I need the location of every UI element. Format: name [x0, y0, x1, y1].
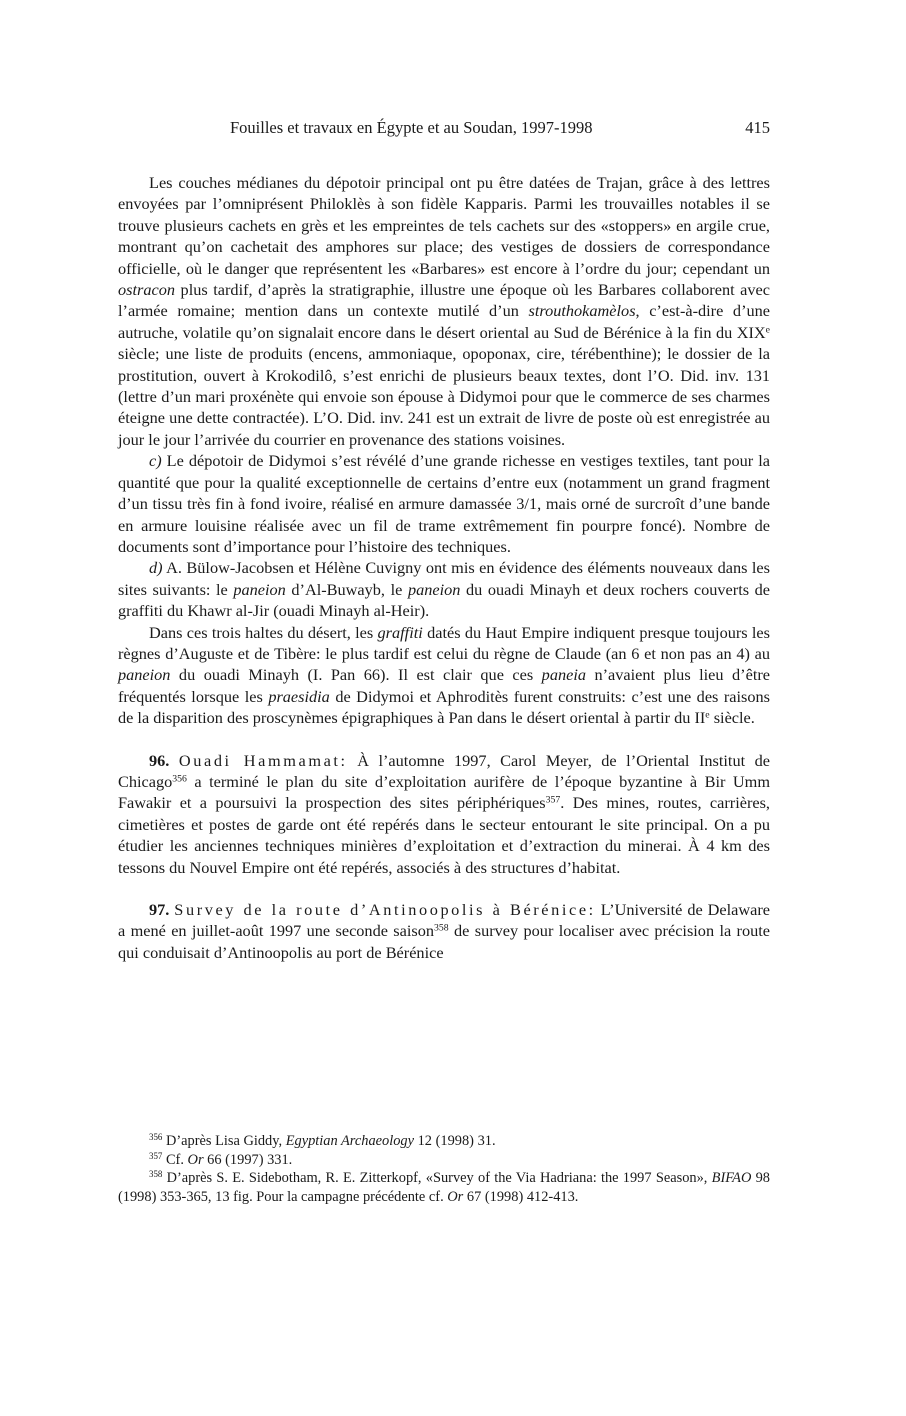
text-run: n’avaient plus lieu d’être fréquentés lorsque les	[118, 665, 770, 706]
text-run: À l’automne 1997, Carol Meyer, de l’Oriental Institut de Chicago	[118, 750, 770, 791]
paragraph-graffiti	[118, 622, 770, 729]
text-run: siècle.	[709, 708, 755, 728]
text-run: Dans ces trois haltes du désert, les	[149, 622, 378, 642]
text-run: 67 (1998) 412-413.	[463, 1188, 579, 1205]
page-number: 415	[745, 118, 770, 137]
paragraph-textiles	[118, 450, 770, 557]
section-number: 97.	[149, 900, 170, 919]
superscript: 358	[434, 923, 449, 935]
text-run: d’Al-Buwayb, le	[285, 579, 408, 599]
text-run: 66 (1997) 331.	[203, 1151, 293, 1168]
italic-term: d)	[149, 558, 163, 578]
superscript: 358	[149, 1169, 163, 1180]
section-title: Survey de la route d’Antinoopolis à Bérénice:	[174, 900, 596, 919]
footnote-356	[118, 1132, 770, 1151]
text-run: 12 (1998) 31.	[414, 1133, 496, 1149]
italic-term: c)	[149, 451, 162, 471]
italic-term: Or	[447, 1188, 464, 1205]
italic-term: Egyptian Archaeology	[285, 1133, 415, 1149]
italic-term: paneia	[541, 665, 586, 685]
superscript: 357	[149, 1150, 163, 1161]
text-run	[169, 751, 179, 770]
text-run: Les couches médianes du dépotoir principal ont pu être datées de Trajan, grâce à des lettres envoyées par l’omniprésent Philoklès à son fidèle Kapparis. Parmi les trouvailles notables il se trouve plusieurs cachets en grès et les empreintes de tels cachets sur des «stoppers» en argile crue, montrant qu’on cachetait des amphores sur place; des vestiges de dossiers de correspondance officielle, où le danger que représentent les «Barbares» est encore à l’ordre du jour; cependant un	[118, 173, 770, 278]
italic-term: graffiti	[377, 622, 423, 642]
footnote-358	[118, 1169, 770, 1206]
superscript: e	[765, 324, 770, 336]
text-run: datés du Haut Empire indiquent presque toujours les règnes d’Auguste et de Tibère: le plus tardif est celui du règne de Claude (an 6 et non pas an 4) au	[118, 622, 770, 663]
superscript: 356	[172, 773, 187, 785]
text-run: D’après Lisa Giddy,	[162, 1133, 286, 1149]
section-title: Ouadi Hammamat:	[178, 750, 348, 770]
italic-term: paneion	[233, 579, 286, 599]
text-run: A. Bülow-Jacobsen et Hélène Cuvigny ont mis en évidence des éléments nouveaux dans les sites suivants: le	[118, 558, 770, 599]
italic-term: Or	[187, 1151, 204, 1168]
footnotes	[118, 1132, 770, 1206]
main-text	[118, 172, 770, 963]
italic-term: strouthokamèlos	[528, 301, 636, 321]
text-run: L’Université de Delaware a mené en juillet-août 1997 une seconde saison	[118, 900, 771, 941]
italic-term: paneion	[407, 579, 461, 599]
superscript: e	[705, 709, 710, 721]
italic-term: praesidia	[268, 686, 330, 706]
section-number: 96.	[149, 750, 170, 770]
italic-term: ostracon	[118, 280, 175, 300]
text-run: . Des mines, routes, carrières, cimetières et postes de garde ont été repérés dans le secteur entourant le site principal. On a pu étudier les anciennes techniques minières d’exploitation et d’extraction du minerai. À 4 km des tessons du Nouvel Empire ont été repérés, associés à des structures d’habitat.	[118, 793, 770, 877]
italic-term: BIFAO	[711, 1170, 752, 1187]
footnote-357	[118, 1151, 770, 1170]
superscript: 356	[149, 1132, 163, 1143]
text-run: plus tardif, d’après la stratigraphie, illustre une époque où les Barbares collaborent avec l’armée romaine; mention dans un contexte mutilé d’un	[118, 280, 770, 321]
text-run: a terminé le plan du site d’exploitation aurifère de l’époque byzantine à Bir Umm Fawakir et a poursuivi la prospection des sites périphériques	[118, 771, 770, 813]
superscript: 357	[545, 795, 561, 806]
text-run: Le dépotoir de Didymoi s’est révélé d’une grande richesse en vestiges textiles, tant pour la quantité que pour la qualité exceptionnelle de certains d’entre eux (notamment un grand fragment d’un tissu très fin à fond ivoire, réalisé en armure damassée 3/1, mais orné de surcroît d’une bande en armure louisine réalisée avec un fil de trame extrêmement fin pourpre foncé). Nombre de documents sont d’importance pour l’histoire des techniques.	[118, 451, 770, 556]
text-run: de survey pour localiser avec précision la route qui conduisait d’Antinoopolis au port de Bérénice	[118, 921, 771, 962]
section-96-ouadi-hammamat	[118, 750, 770, 878]
text-run: 98 (1998) 353-365, 13 fig. Pour la campagne précédente cf.	[118, 1170, 771, 1205]
text-run: de Didymoi et Aphroditès furent construits: c’est une des raisons de la disparition des proscynèmes épigraphiques à Pan dans le désert oriental à partir du II	[118, 686, 771, 728]
paragraph-didymoi-dump	[118, 172, 770, 450]
paragraph-paneia-sites	[118, 557, 770, 621]
running-title: Fouilles et travaux en Égypte et au Soudan, 1997-1998	[230, 118, 593, 137]
italic-term: paneion	[118, 665, 171, 685]
text-run: Cf.	[162, 1151, 188, 1168]
text-run: D’après S. E. Sidebotham, R. E. Zitterkopf, «Survey of the Via Hadriana: the 1997 Season»,	[162, 1170, 712, 1187]
section-97-survey-antinoopolis	[118, 899, 770, 963]
text-run: du ouadi Minayh et deux rochers couverts de graffiti du Khawr al-Jir (ouadi Minayh al-Heir).	[118, 579, 771, 621]
text-run: du ouadi Minayh (I. Pan 66). Il est clair que ces	[170, 665, 542, 685]
text-run: siècle; une liste de produits (encens, ammoniaque, opoponax, cire, térébenthine); le dossier de la prostitution, ouvert à Krokodilô, s’est enrichi de plusieurs beaux textes, dont l’O. Did. inv. 131 (lettre d’un mari proxénète qui envoie son épouse à Didymoi pour que le commerce de ses charmes éteigne une dette contractée). L’O. Did. inv. 241 est un extrait de livre de poste où est enregistrée au jour le jour l’arrivée du courrier en provenance des stations voisines.	[118, 344, 770, 449]
text-run: , c’est-à-dire d’une autruche, volatile qu’on signalait encore dans le désert oriental au Sud de Bérénice à la fin du XIX	[118, 301, 770, 342]
